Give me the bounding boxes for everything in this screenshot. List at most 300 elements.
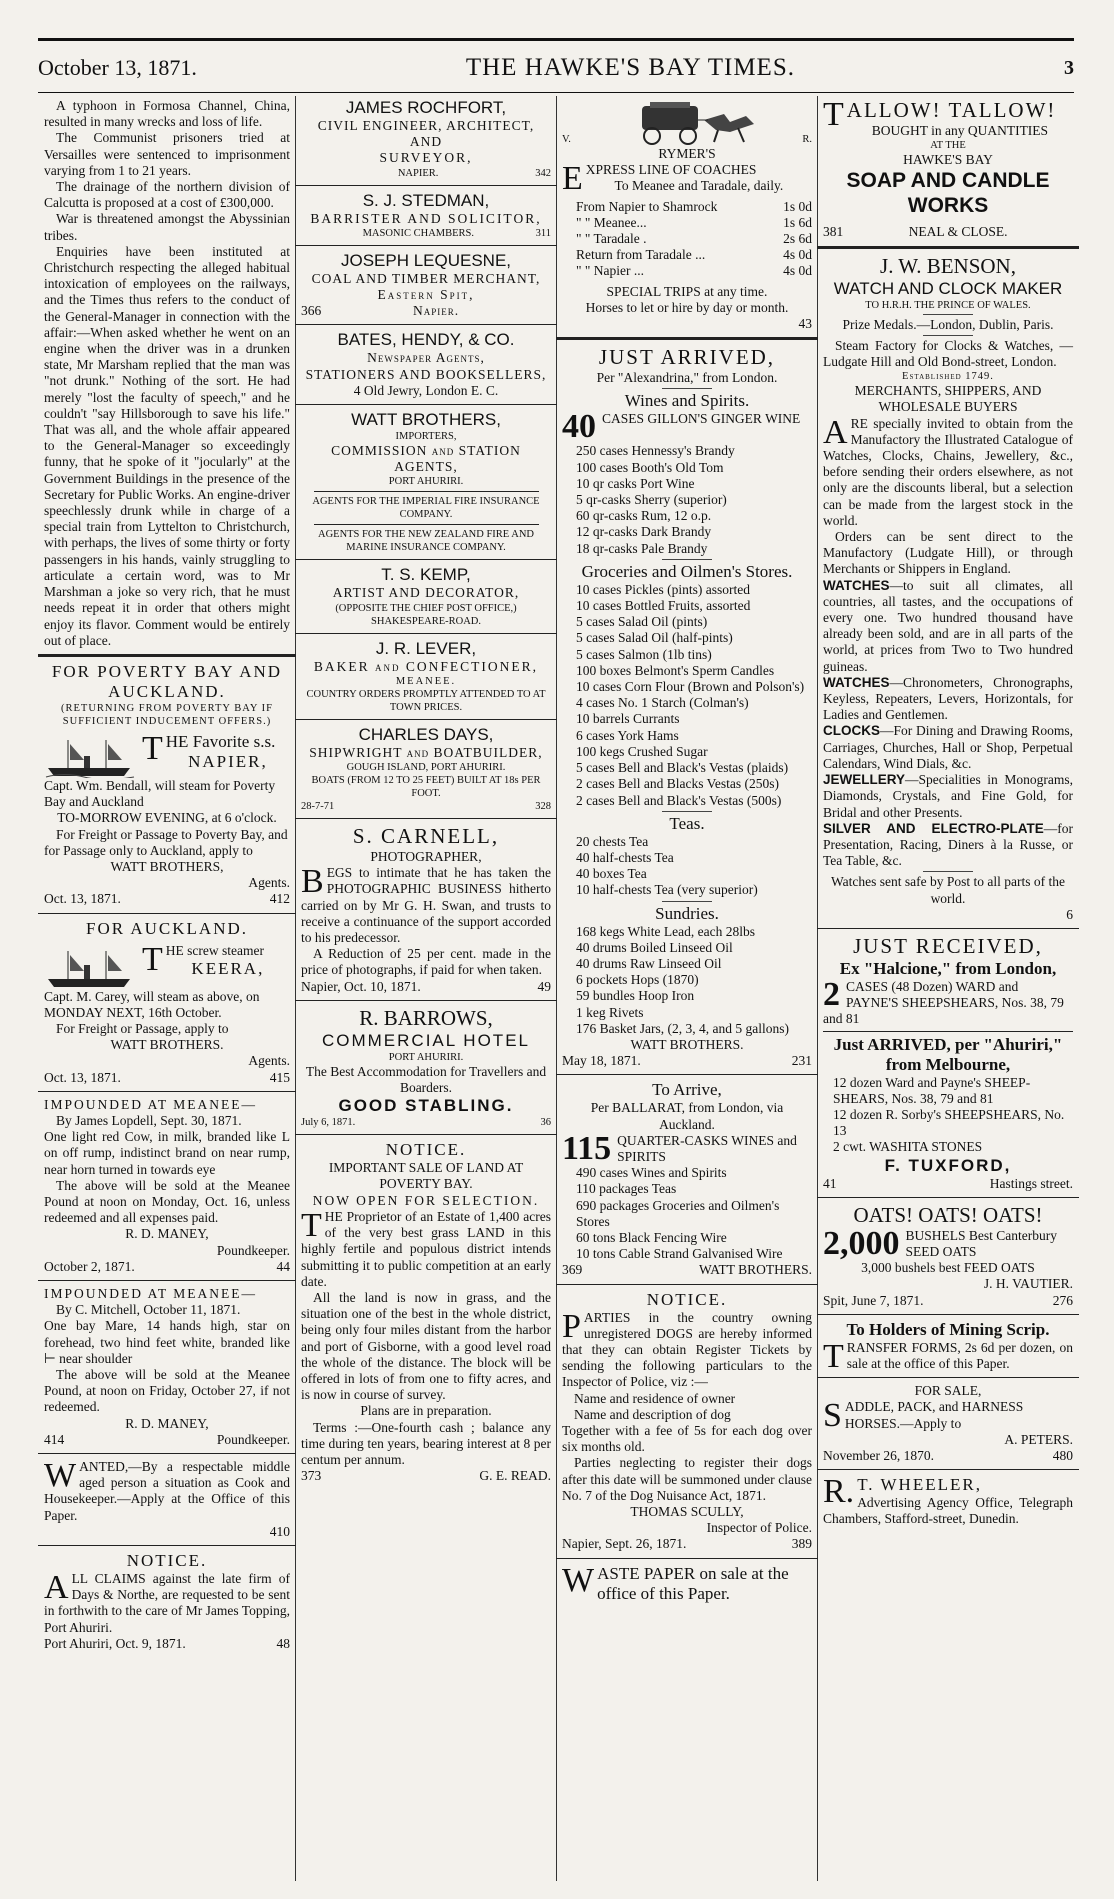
card-line: GOUGH ISLAND, PORT AHURIRI. <box>346 762 506 774</box>
fare-price: 2s 6d <box>783 231 812 247</box>
item-key: WATCHES <box>823 577 890 593</box>
list-item: 5 cases Salad Oil (half-pints) <box>576 630 733 646</box>
card-line: SHAKESPEARE-ROAD. <box>371 615 481 627</box>
list-item <box>823 772 1073 821</box>
card-line: AT THE <box>930 140 966 152</box>
impound-sale: The above will be sold at the Meanee Pound, at noon on Friday, October 27, if not redeemed. <box>44 1367 290 1415</box>
card-place: Hastings street. <box>989 1175 1073 1191</box>
item-line: QUARTER-CASKS WINES and SPIRITS <box>617 1132 797 1164</box>
ad-date: November 26, 1870. <box>823 1447 934 1463</box>
claims-notice <box>38 1549 296 1654</box>
drop-cap: T <box>142 731 163 767</box>
list-item: 60 tons Black Fencing Wire <box>576 1229 727 1245</box>
ad-number: 366 <box>301 303 322 319</box>
ad-text: Name and description of dog <box>574 1406 731 1422</box>
ad-number: 414 <box>44 1431 65 1447</box>
card-line: BOUGHT in any QUANTITIES <box>871 123 1049 138</box>
list-item: 2 cwt. WASHITA STONES <box>833 1139 983 1155</box>
column-3 <box>556 96 818 1883</box>
news-paragraph: War is threatened amongst the Abyssinian tribes. <box>44 211 290 243</box>
card-name: J. H. VAUTIER. <box>983 1276 1073 1292</box>
big-number: 2,000 <box>823 1227 900 1261</box>
fare-route: " " Taradale . <box>576 231 647 247</box>
ad-date: May 18, 1871. <box>562 1053 641 1069</box>
issue-date: October 13, 1871. <box>38 55 197 80</box>
list-item: 10 qr casks Port Wine <box>576 475 695 491</box>
received-list <box>823 1075 1073 1156</box>
fare-route: From Napier to Shamrock <box>576 198 718 214</box>
ad-number: 36 <box>540 1117 551 1129</box>
fare-route: " " Napier ... <box>576 263 645 279</box>
just-arrived-ad <box>556 343 818 1071</box>
card-line: Watches sent safe by Post to all parts of the world. <box>831 874 1065 906</box>
fare-row <box>576 263 812 279</box>
list-item: 690 packages Groceries and Oilmen's Stores <box>576 1197 780 1229</box>
fare-route: Return from Taradale ... <box>576 247 706 263</box>
impound-by: By James Lopdell, Sept. 30, 1871. <box>56 1112 242 1128</box>
news-paragraph: The Communist prisoners tried at Versailles were sentenced to imprisonment varying from 1 to 21 years. <box>44 130 290 178</box>
card-line: GOOD STABLING. <box>338 1096 514 1116</box>
card-line: MERCHANTS, SHIPPERS, AND WHOLESALE BUYERS <box>854 383 1042 415</box>
ad-number: 6 <box>1066 906 1073 922</box>
list-item: 12 qr-casks Dark Brandy <box>576 524 712 540</box>
ad-number: 276 <box>1052 1292 1073 1308</box>
item-key: CLOCKS <box>823 723 880 739</box>
card-name: T. WHEELER, <box>857 1475 982 1495</box>
signer-name: THOMAS SCULLY, <box>630 1504 744 1520</box>
news-paragraph: A typhoon in Formosa Channel, China, resulted in many wrecks and loss of life. <box>44 98 290 130</box>
bates-hendy-card <box>295 328 557 401</box>
card-name: WATT BROTHERS, <box>351 410 501 430</box>
card-line: Eastern Spit, <box>377 287 475 303</box>
poundkeeper-name: R. D. MANEY, <box>125 1226 209 1242</box>
card-name: BATES, HENDY, & CO. <box>337 330 515 350</box>
ad-subheading: Just ARRIVED, per "Ahuriri," from Melbourne, <box>833 1034 1063 1074</box>
ad-date: July 6, 1871. <box>301 1117 356 1129</box>
list-item: 40 drums Raw Linseed Oil <box>576 955 722 971</box>
card-line: SOAP AND CANDLE WORKS <box>846 169 1050 218</box>
ad-number: 43 <box>798 316 812 332</box>
ad-number: 389 <box>791 1536 812 1552</box>
just-received-ad <box>817 932 1079 1194</box>
stagecoach-icon <box>612 98 762 146</box>
ad-heading: OATS! OATS! OATS! <box>853 1202 1043 1227</box>
fare-price: 4s 0d <box>783 247 812 263</box>
fare-row <box>576 247 812 263</box>
poverty-bay-ad <box>38 660 296 910</box>
ad-number: 41 <box>823 1175 837 1191</box>
tallow-ad <box>817 96 1079 243</box>
kemp-card <box>295 563 557 629</box>
ad-date: Port Ahuriri, Oct. 9, 1871. <box>44 1635 186 1651</box>
card-name: F. TUXFORD, <box>884 1155 1012 1175</box>
ad-subheading: Per BALLARAT, from London, via Auckland. <box>590 1100 784 1132</box>
list-item: 100 kegs Crushed Sugar <box>576 743 708 759</box>
emblem-letter: R. <box>802 134 812 145</box>
card-name: S. J. STEDMAN, <box>362 190 490 210</box>
list-item <box>823 578 1073 675</box>
card-name: A. PETERS. <box>1004 1431 1073 1447</box>
newspaper-title: THE HAWKE'S BAY TIMES. <box>465 54 795 81</box>
item-line: BUSHELS Best Canterbury SEED OATS <box>905 1227 1057 1259</box>
dog-registration-notice <box>556 1288 818 1555</box>
ad-heading: NOTICE. <box>126 1551 208 1571</box>
poundkeeper-role: Poundkeeper. <box>216 1242 290 1258</box>
list-item: 1 keg Rivets <box>576 1004 644 1020</box>
card-line: COMMISSION and STATION AGENTS, <box>331 443 521 475</box>
card-place: Napier. <box>413 303 460 319</box>
fare-price: 4s 0d <box>783 263 812 279</box>
groceries-list <box>562 582 812 809</box>
card-name: JOSEPH LEQUESNE, <box>340 250 512 270</box>
card-name: CHARLES DAYS, <box>358 724 494 744</box>
list-item <box>823 675 1073 724</box>
signer-role: Inspector of Police. <box>706 1520 812 1536</box>
rymer-coach-ad <box>556 96 818 334</box>
auckland-ad <box>38 917 296 1088</box>
list-item: 176 Basket Jars, (2, 3, 4, and 5 gallons) <box>576 1020 789 1036</box>
card-line: 4 Old Jewry, London E. C. <box>353 382 499 398</box>
ad-number: 415 <box>269 1069 290 1085</box>
wanted-ad <box>38 1457 296 1542</box>
ad-heading: FOR SALE, <box>914 1383 982 1399</box>
card-name: J. R. LEVER, <box>375 638 477 658</box>
list-item: 10 cases Corn Flour (Brown and Polson's) <box>576 679 805 695</box>
item-value: —for Presentation, Racing, Diners à la Russe, or Tea Table, &c. <box>823 820 1073 869</box>
card-line: SHIPWRIGHT and BOATBUILDER, <box>309 744 543 760</box>
news-paragraph: The drainage of the northern division of Calcutta is proposed at a cost of £300,000. <box>44 179 290 211</box>
ad-body: Capt. M. Carey, will steam as above, on MONDAY NEXT, 16th October. <box>44 988 260 1020</box>
ad-number: 412 <box>269 891 290 907</box>
list-item: 5 qr-casks Sherry (superior) <box>576 492 727 508</box>
card-name: JAMES ROCHFORT, <box>345 98 507 117</box>
drop-cap: A <box>823 413 848 451</box>
column-4 <box>817 96 1079 1883</box>
ad-date: Napier, Sept. 26, 1871. <box>562 1536 687 1552</box>
list-item: 2 cases Bell and Black's Vestas (500s) <box>576 792 782 808</box>
drop-cap: T <box>823 96 844 133</box>
wheeler-ad <box>817 1473 1079 1529</box>
list-item: 110 packages Teas <box>576 1181 677 1197</box>
item-value: —to suit all climates, all countries, all tastes, and the occupations of every one. Two hundred thousand have already been sold, and are in all parts of the world, at prices from Two to Two hundred guineas. <box>823 577 1073 674</box>
card-line: IMPORTERS, <box>395 431 457 443</box>
ad-text: ARTIES in the country owning unregistered DOGS are hereby informed that they can obtain Register Tickets by sending the following particulars to the Inspector of Police, viz :— <box>562 1309 812 1390</box>
card-line: BARRISTER AND SOLICITOR, <box>310 210 542 226</box>
steamship-icon <box>44 734 136 778</box>
ad-text: Name and residence of owner <box>574 1390 736 1406</box>
ad-subheading: Ex "Halcione," from London, <box>839 958 1057 978</box>
drop-cap: S <box>823 1397 842 1435</box>
sundries-list <box>562 924 812 1037</box>
card-line: Horses to let or hire by day or month. <box>585 299 789 315</box>
list-item: 4 cases No. 1 Starch (Colman's) <box>576 695 749 711</box>
list-item: 5 cases Salad Oil (pints) <box>576 614 708 630</box>
ad-text: EGS to intimate that he has taken the PHOTOGRAPHIC BUSINESS hitherto carried on by Mr G. H. Swan, and trusts to receive a continuance of the support accorded to his predecessor. <box>301 865 551 946</box>
ad-text: LL CLAIMS against the late firm of Days & Northe, are requested to be sent in forthwith to the care of Mr James Topping, Port Ahuriri. <box>44 1571 290 1635</box>
page-number: 3 <box>1063 56 1074 79</box>
days-card <box>295 723 557 815</box>
card-line: CIVIL ENGINEER, ARCHITECT, AND <box>317 118 535 150</box>
card-line: HAWKE'S BAY <box>903 152 993 168</box>
ad-subheading: NOW OPEN FOR SELECTION. <box>312 1192 540 1208</box>
stedman-card <box>295 189 557 242</box>
ad-signer: G. E. READ. <box>479 1468 551 1484</box>
drop-cap: W <box>44 1457 77 1495</box>
agent-name: WATT BROTHERS. <box>630 1036 744 1052</box>
impound-by: By C. Mitchell, October 11, 1871. <box>56 1302 241 1318</box>
fare-price: 1s 0d <box>783 198 812 214</box>
ad-intro: HE Favorite s.s. <box>165 731 276 751</box>
fare-row <box>576 231 812 247</box>
drop-cap: T <box>301 1206 322 1244</box>
section-heading: Teas. <box>669 813 705 833</box>
ship-name: KEERA, <box>191 958 265 978</box>
list-item: 40 half-chests Tea <box>576 849 674 865</box>
ad-terms: Terms :—One-fourth cash ; balance any time during ten years, bearing interest at 8 per centum per annum. <box>301 1419 551 1467</box>
card-name: S. CARNELL, <box>352 824 500 849</box>
fare-row <box>576 215 812 231</box>
card-place: MASONIC CHAMBERS. <box>362 227 475 239</box>
list-item: 60 qr-casks Rum, 12 o.p. <box>576 508 712 524</box>
ad-freight: For Freight or Passage, apply to <box>56 1020 229 1036</box>
section-heading: Groceries and Oilmen's Stores. <box>581 561 793 581</box>
arrive-list <box>562 1165 812 1262</box>
to-arrive-ad <box>556 1078 818 1280</box>
big-number: 2 <box>823 978 840 1013</box>
ad-heading: NOTICE. <box>385 1140 467 1160</box>
card-name: R. BARROWS, <box>359 1005 493 1030</box>
card-name: NEAL & CLOSE. <box>908 224 1008 240</box>
list-item: 490 cases Wines and Spirits <box>576 1165 727 1181</box>
big-number: 115 <box>562 1132 612 1166</box>
agent-name: WATT BROTHERS, <box>110 858 224 874</box>
list-item: 168 kegs White Lead, each 28lbs <box>576 923 755 939</box>
card-line: PHOTOGRAPHER, <box>370 849 482 865</box>
card-line: XPRESS LINE OF COACHES <box>585 162 757 178</box>
ad-subheading: Per "Alexandrina," from London. <box>596 370 778 386</box>
waste-paper-ad <box>556 1562 818 1606</box>
list-item: 20 chests Tea <box>576 833 649 849</box>
ad-heading: ALLOW! TALLOW! <box>846 98 1057 122</box>
agent-role: Agents. <box>248 875 290 891</box>
list-item: 6 pockets Hops (1870) <box>576 972 699 988</box>
big-number: 40 <box>562 411 596 444</box>
column-2 <box>295 96 557 1883</box>
card-name: J. W. BENSON, <box>880 253 1016 278</box>
list-item: 2 cases Bell and Blacks Vestas (250s) <box>576 776 779 792</box>
fare-row <box>576 199 812 215</box>
impounded-notice-2 <box>38 1284 296 1450</box>
ad-heading: To Arrive, <box>652 1080 722 1100</box>
ad-date: Spit, June 7, 1871. <box>823 1292 924 1308</box>
list-item <box>823 723 1073 772</box>
list-item: 10 tons Cable Strand Galvanised Wire <box>576 1246 783 1262</box>
ad-date: October 2, 1871. <box>44 1258 135 1274</box>
drop-cap: P <box>562 1307 581 1345</box>
fare-route: " " Meanee... <box>576 214 647 230</box>
ad-when: TO-MORROW EVENING, at 6 o'clock. <box>57 810 277 826</box>
watt-brothers-card <box>295 408 557 556</box>
drop-cap: B <box>301 863 324 901</box>
steamship-icon <box>44 945 136 989</box>
card-line: AGENTS FOR THE NEW ZEALAND FIRE AND MARINE INSURANCE COMPANY. <box>317 529 535 554</box>
list-item: 5 cases Salmon (1lb tins) <box>576 646 712 662</box>
card-line: PORT AHURIRI. <box>388 1051 464 1063</box>
ad-number: 49 <box>537 978 551 994</box>
item-key: WATCHES <box>823 674 890 690</box>
mining-scrip-ad <box>817 1318 1079 1374</box>
list-item: 12 dozen R. Sorby's SHEEPSHEARS, No. 13 <box>833 1106 1065 1139</box>
item-value: —For Dining and Drawing Rooms, Carriages, Churches, Hall or Shop, Perpetual Calendars, Wind Dials, &c. <box>823 723 1073 771</box>
card-place: NAPIER. <box>397 167 439 179</box>
card-name: RYMER'S <box>658 146 716 161</box>
item-key: SILVER AND ELECTRO-PLATE <box>823 820 1044 836</box>
list-item: 100 boxes Belmont's Sperm Candles <box>576 662 775 678</box>
ad-text: Orders can be sent direct to the Manufactory (Ludgate Hill), or through Merchants or Shippers in England. <box>823 529 1073 577</box>
card-line: COAL AND TIMBER MERCHANT, <box>311 270 541 286</box>
card-line: To Meanee and Taradale, daily. <box>614 178 784 194</box>
list-item: 6 cases York Hams <box>576 727 679 743</box>
ad-text: A Reduction of 25 per cent. made in the price of photographs, if paid for when taken. <box>301 946 551 978</box>
list-item: 40 drums Boiled Linseed Oil <box>576 939 733 955</box>
list-item: 40 boxes Tea <box>576 866 647 882</box>
poundkeeper-name: R. D. MANEY, <box>125 1415 209 1431</box>
list-item: 10 barrels Currants <box>576 711 680 727</box>
saddle-sale-ad <box>817 1381 1079 1466</box>
ad-text: RE specially invited to obtain from the Manufactory the Illustrated Catalogue of Watches, Clocks, Chains, Jewellery, &c., before sending their orders elsewhere, as not only are the discounts liberal, but a selection can be made from the largest stock in the world. <box>823 415 1073 528</box>
ad-subheading: IMPORTANT SALE OF LAND AT POVERTY BAY. <box>328 1160 524 1192</box>
ad-number: 328 <box>535 801 551 813</box>
ad-date: Napier, Oct. 10, 1871. <box>301 978 421 994</box>
item-value: —Specialities in Monograms, Diamonds, Crystals, and Fine Gold, for Bridal and other Presents. <box>823 772 1073 820</box>
card-line: STATIONERS AND BOOKSELLERS, <box>305 366 547 382</box>
card-line: TO H.R.H. THE PRINCE OF WALES. <box>865 299 1031 311</box>
agent-name: WATT BROTHERS. <box>698 1262 812 1278</box>
ad-heading: JUST ARRIVED, <box>598 345 776 370</box>
oats-ad <box>817 1201 1079 1311</box>
benson-items <box>823 578 1073 870</box>
rochfort-card <box>295 96 557 182</box>
benson-ad <box>817 252 1079 925</box>
fare-price: 1s 6d <box>783 214 812 230</box>
ad-text: ADDLE, PACK, and HARNESS HORSES.—Apply to <box>844 1399 1024 1431</box>
land-sale-notice <box>295 1138 557 1486</box>
ad-number: 231 <box>791 1053 812 1069</box>
ad-text: Advertising Agency Office, Telegraph Chambers, Stafford-street, Dunedin. <box>823 1495 1073 1527</box>
item-key: JEWELLERY <box>823 772 906 788</box>
impound-desc: One bay Mare, 14 hands high, star on forehead, two hind feet white, branded like ⊢ near shoulder <box>44 1318 290 1366</box>
ad-text: ANTED,—By a respectable middle aged person a situation as Cook and Housekeeper.—Apply at the Office of this Paper. <box>44 1459 290 1523</box>
card-line: SURVEYOR, <box>379 150 473 166</box>
impound-desc: One light red Cow, in milk, branded like L on off rump, indistinct brand on near rump, near horn turned in towards eye <box>44 1129 290 1177</box>
card-line: ARTIST AND DECORATOR, <box>332 585 520 601</box>
section-heading: Sundries. <box>655 903 719 923</box>
ad-number: 480 <box>1052 1447 1073 1463</box>
drop-cap: R. <box>823 1473 855 1511</box>
ad-heading: NOTICE. <box>646 1289 728 1309</box>
card-line: BOATS (FROM 12 TO 25 FEET) BUILT AT 18s PER FOOT. <box>311 775 541 800</box>
drop-cap: T <box>823 1337 844 1375</box>
card-line: AGENTS FOR THE IMPERIAL FIRE INSURANCE COMPANY. <box>312 496 540 521</box>
impounded-notice-1 <box>38 1095 296 1277</box>
news-paragraph: Enquiries have been instituted at Christchurch respecting the alleged habitual intoxication of employees on the railways, and the Times thus refers to the conduct of the General-Manager in connection with the affair:—When asked whether he went on an engine when the driver was in a drunken state, Mr Marsham replied that the man was "not drunk." Nothing of the sort. He had merely "lost the faculty of speech," and he couldn't "say Hillsborough to save his life." That was all, and the whole affair appeared to the General-Manager so exceedingly funny, that he spoke of it "jocularly" at the Government Buildings in the presence of the Secretary for Public Works. An engine-driver speechlessly drunk while in charge of a special train from Lyttelton to Christchurch, with perhaps, the lives of some thirty or forty passengers in his hands, vainly struggling to articulate a certain word, was to Mr Marshman a joke so very rich, that he must needs repeat it in order that others might enjoy its flavor. Comment would be entirely out of place. <box>44 243 290 648</box>
ad-heading: IMPOUNDED AT MEANEE— <box>44 1096 258 1112</box>
ad-body: Capt. Wm. Bendall, will steam for Poverty Bay and Auckland <box>44 777 276 810</box>
ad-freight: For Freight or Passage to Poverty Bay, and for Passage only to Auckland, apply to <box>44 826 288 858</box>
column-1 <box>38 96 296 1883</box>
card-line: SPECIAL TRIPS at any time. <box>606 283 768 299</box>
barrows-ad <box>295 1004 557 1131</box>
ad-date: Oct. 13, 1871. <box>44 891 121 907</box>
list-item: 12 dozen Ward and Payne's SHEEP-SHEARS, Nos. 38, 79 and 81 <box>833 1074 1031 1106</box>
ad-number: 342 <box>535 167 551 179</box>
ad-number: 44 <box>276 1258 290 1274</box>
news-items <box>38 96 296 651</box>
ad-heading: JUST RECEIVED, <box>853 933 1043 958</box>
ad-number: 48 <box>276 1635 290 1651</box>
card-line: COUNTRY ORDERS PROMPTLY ATTENDED TO AT TOWN PRICES. <box>306 688 546 713</box>
ad-number: 311 <box>535 227 551 239</box>
agent-role: Agents. <box>248 1053 290 1069</box>
list-item: 10 cases Bottled Fruits, assorted <box>576 598 751 614</box>
poundkeeper-role: Poundkeeper. <box>216 1431 290 1447</box>
ad-text: RANSFER FORMS, 2s 6d per dozen, on sale at the office of this Paper. <box>846 1339 1073 1371</box>
card-line: COMMERCIAL HOTEL <box>321 1030 530 1050</box>
card-line: BAKER and CONFECTIONER, <box>313 658 539 674</box>
list-item: 59 bundles Hoop Iron <box>576 988 695 1004</box>
ad-date: Oct. 13, 1871. <box>44 1069 121 1085</box>
emblem-letter: V. <box>562 134 571 145</box>
card-name: T. S. KEMP, <box>381 565 471 585</box>
drop-cap: T <box>142 942 163 978</box>
ad-number: 369 <box>562 1262 583 1278</box>
ad-plans: Plans are in preparation. <box>360 1403 492 1419</box>
item-value: —Chronometers, Chronographs, Keyless, Repeaters, Levers, Horizontals, for Ladies and Gentlemen. <box>823 674 1073 723</box>
ad-number: 373 <box>301 1468 322 1484</box>
ad-heading: To Holders of Mining Scrip. <box>846 1319 1050 1339</box>
carnell-ad <box>295 822 557 997</box>
header-rule <box>38 92 1074 93</box>
ad-number: 410 <box>269 1523 290 1539</box>
drop-cap: A <box>44 1569 69 1607</box>
list-item: 10 cases Pickles (pints) assorted <box>576 581 750 597</box>
card-line: Prize Medals.—London, Dublin, Paris. <box>842 316 1054 332</box>
ship-name: NAPIER, <box>188 751 268 771</box>
item-line: CASES (48 Dozen) WARD and PAYNE'S SHEEPSHEARS, Nos. 38, 79 and 81 <box>823 978 1064 1027</box>
top-rule <box>38 38 1074 41</box>
established-line: Established 1749. <box>902 371 994 383</box>
lequesne-card <box>295 249 557 322</box>
drop-cap: W <box>562 1561 595 1599</box>
list-item: 18 qr-casks Pale Brandy <box>576 540 708 556</box>
ad-heading: FOR POVERTY BAY AND AUCKLAND. <box>51 661 283 701</box>
card-line: Newspaper Agents, <box>367 350 485 366</box>
ad-text: All the land is now in grass, and the situation one of the best in the whole district, being only four miles distant from the harbor and port of Gisborne, with a good level road the whole of the distance. The block will be offered in lots of from one to fifty acres, and is now in course of survey. <box>301 1289 551 1403</box>
card-line: MEANEE. <box>395 675 457 687</box>
ad-heading: FOR AUCKLAND. <box>85 918 249 938</box>
ad-heading: IMPOUNDED AT MEANEE— <box>44 1285 258 1301</box>
ad-date: 28-7-71 <box>301 801 335 813</box>
item-line: 3,000 bushels best FEED OATS <box>861 1260 1035 1276</box>
ad-text: ASTE PAPER on sale at the office of this Paper. <box>597 1563 789 1603</box>
ad-intro: HE screw steamer <box>165 942 264 958</box>
ad-text: HE Proprietor of an Estate of 1,400 acres of the very best grass LAND in this highly fertile and populous district intends submitting it to public competition at an early date. <box>301 1208 551 1289</box>
tea-list <box>562 834 812 899</box>
impound-sale: The above will be sold at the Meanee Pound at noon on Monday, Oct. 16, unless redeemed and all expenses paid. <box>44 1177 290 1226</box>
wines-list <box>562 443 812 556</box>
fare-table <box>576 199 812 280</box>
list-item: 100 cases Booth's Old Tom <box>576 459 724 475</box>
